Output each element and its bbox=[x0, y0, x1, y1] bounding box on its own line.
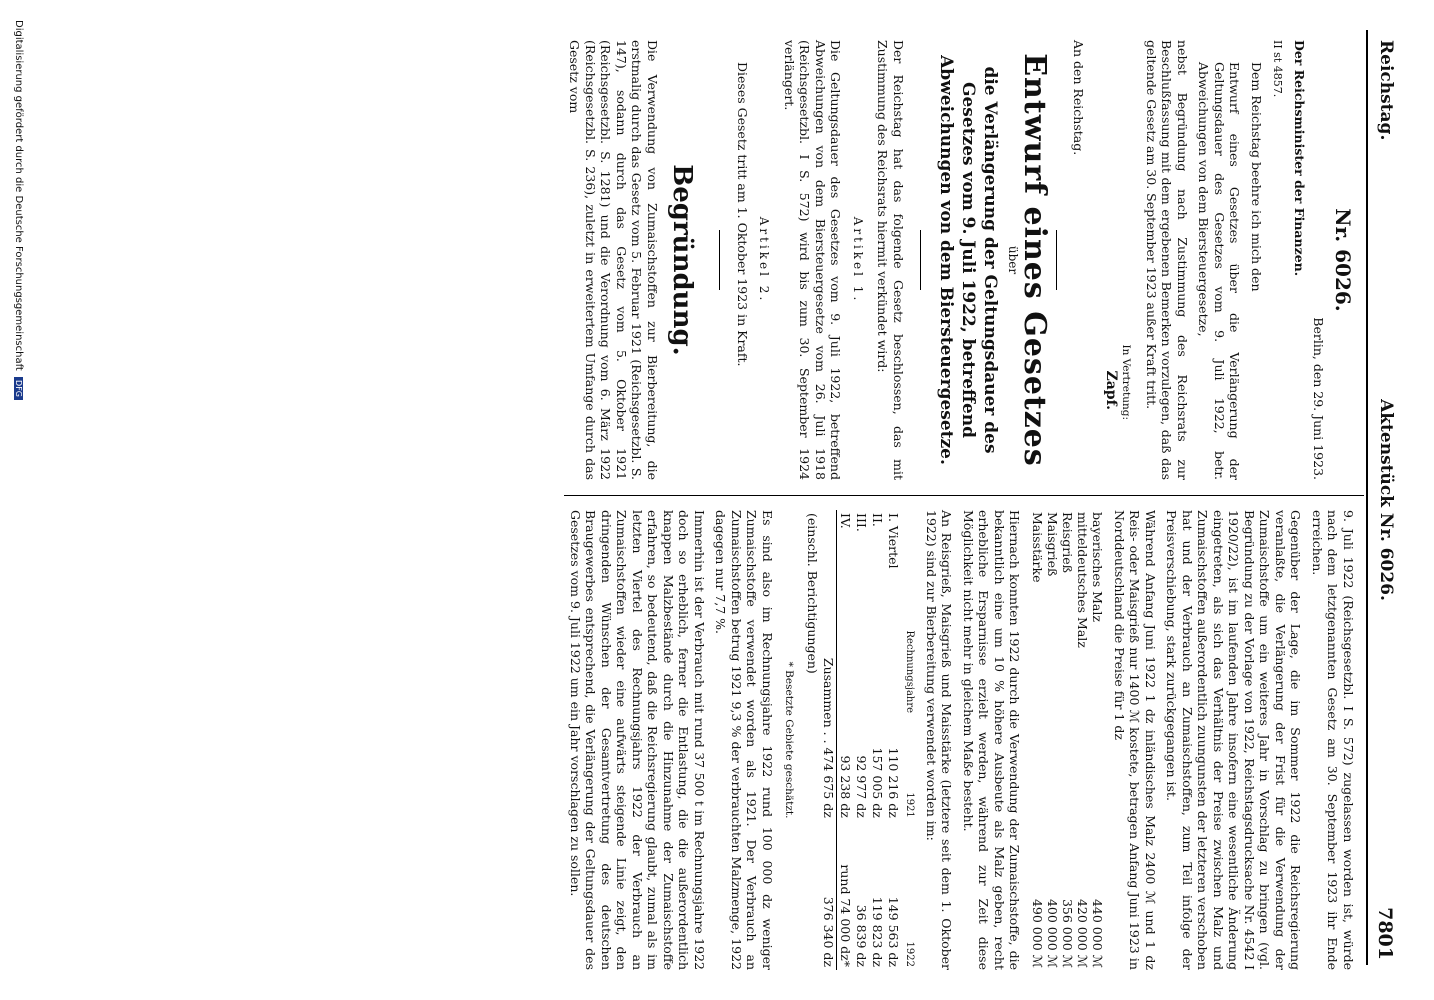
table-note-row bbox=[805, 510, 821, 970]
document-number: Nr. 6026. bbox=[1331, 208, 1355, 312]
price-label: bayerisches Malz bbox=[1090, 512, 1106, 622]
letter-date: Berlin, den 29. Juni 1923. bbox=[1311, 317, 1327, 480]
reference-number: II st 4857. bbox=[1271, 40, 1285, 98]
table-row bbox=[1046, 510, 1061, 970]
begruendung-text: Die Verwendung von Zumaischstoffen zur Bierbereitung, die erstmalig durch das Gesetz vom 5. Februar 1921 (Reichsgesetzbl. S. 147), sodann durch das Gesetz vom 5. Oktober 1921 (Reichsgesetzbl. S. 1281) und die Verordnung vom 6. März 1922 (Reichsgesetzbl. S. 236), zuletzt in erweitertem Umfange durch das Gesetz vom bbox=[567, 40, 660, 480]
price-label: Maisgrieß bbox=[1045, 512, 1061, 577]
table-row bbox=[837, 510, 854, 970]
table-row bbox=[870, 510, 886, 970]
paragraph: An Reisgrieß, Maisgrieß und Maisstärke (letztere seit dem 1. Oktober 1922) sind zur Bierbereitung verwendet worden im: bbox=[924, 510, 955, 970]
quarter-label: III. bbox=[854, 513, 870, 532]
price-value: 400 000 ℳ bbox=[1045, 898, 1061, 968]
quarter-label: IV. bbox=[838, 513, 854, 529]
dfg-logo-icon: DFG bbox=[14, 377, 23, 400]
price-label: Reisgrieß bbox=[1060, 512, 1076, 573]
table-footnote: * Besetzte Gebiete geschätzt. bbox=[783, 661, 796, 819]
table-row bbox=[1031, 510, 1046, 970]
table-caption: Rechnungsjahre bbox=[904, 630, 916, 714]
value-1922: 149 563 dz bbox=[886, 896, 902, 967]
sum-label: Zusammen . . 474 675 dz bbox=[821, 510, 838, 821]
sender: Der Reichsminister der Finanzen. bbox=[1292, 40, 1307, 277]
price-table bbox=[1031, 510, 1106, 970]
quarter-label: II. bbox=[870, 513, 886, 527]
price-label: Maisstärke bbox=[1030, 512, 1046, 583]
divider bbox=[720, 230, 721, 290]
price-value: 356 000 ℳ bbox=[1060, 898, 1076, 968]
divider bbox=[920, 230, 921, 290]
column-header-1921: 1921 bbox=[904, 792, 916, 818]
draft-ueber: über bbox=[1006, 245, 1021, 275]
table-row bbox=[1076, 510, 1091, 970]
value-1921: 110 216 dz bbox=[886, 747, 902, 818]
price-value: 420 000 ℳ bbox=[1075, 898, 1091, 968]
header-center: Aktenstück Nr. 6026. bbox=[1376, 399, 1396, 601]
consumption-table bbox=[805, 510, 918, 970]
price-value: 490 000 ℳ bbox=[1030, 898, 1046, 968]
letter-entwurf: Entwurf eines Gesetzes über die Verlängerung der Geltungsdauer des Gesetzes vom 9. Juli 1922, betr. Abweichungen von dem Biersteuergesetze, bbox=[1196, 62, 1243, 480]
value-1922: rund 74 000 dz* bbox=[838, 864, 854, 967]
salutation: Dem Reichstag beehre ich mich den bbox=[1249, 62, 1264, 292]
in-vertretung: In Vertretung: bbox=[1120, 344, 1133, 420]
price-label: mitteldeutsches Malz bbox=[1075, 512, 1091, 648]
price-value: 440 000 ℳ bbox=[1090, 898, 1106, 968]
left-column bbox=[561, 40, 1356, 480]
page-number: 7801 bbox=[1374, 907, 1396, 960]
paragraph: 9. Juli 1922 (Reichsgesetzbl. I S. 572) zugelassen worden ist, würde nach dem letztgenannten Gesetz am 30. September 1923 ihr Ende erreichen. bbox=[1310, 510, 1356, 970]
table-header-row bbox=[902, 510, 918, 970]
running-header bbox=[1366, 40, 1396, 960]
value-1922: 36 839 dz bbox=[854, 904, 870, 967]
signature: Zapf. bbox=[1103, 370, 1119, 410]
paragraph: Hiernach konnten 1922 durch die Verwendung der Zumaischstoffe, die bekanntlich eine um 10 % höhere Ausbeute als Malz geben, recht erhebliche Ersparnisse erzielt werden, während zur Zeit diese Möglichkeit nicht mehr in gleichem Maße besteht. bbox=[961, 510, 1023, 970]
digitization-note bbox=[13, 20, 24, 400]
addressee: An den Reichstag. bbox=[1071, 40, 1087, 156]
paragraph: Immerhin ist der Verbrauch mit rund 37 500 t im Rechnungsjahre 1922 doch so erheblich, ferner die Entlastung, die die außerordentlich knappen Malzbestände durch die Hinzunahme der Zumaischstoffe erfahren, so bedeutend, daß die Reichsregierung glaubt, zumal als im letzten Viertel des Rechnungsjahrs 1922 der Verbrauch an Zumaischstoffen wieder eine aufwärts steigende Linie zeigt, den dringenden Wünschen der Gesamtvertretung des deutschen Braugewerbes entsprechend, die Verlängerung der Geltungsdauer des Gesetzes vom 9. Juli 1922 um ein Jahr vorschlagen zu sollen. bbox=[568, 510, 707, 970]
table-sum-row bbox=[821, 510, 838, 970]
sum-1922: 376 340 dz bbox=[821, 821, 838, 970]
table-row bbox=[1061, 510, 1076, 970]
column-header-1922: 1922 bbox=[904, 941, 916, 967]
draft-subtitle: die Verlängerung der Geltungsdauer des Gesetzes vom 9. Juli 1922, betreffend Abweichungen von dem Biersteuergesetze. bbox=[936, 55, 1000, 465]
sum-note: (einschl. Berichtigungen) bbox=[805, 513, 821, 674]
divider bbox=[1056, 230, 1057, 290]
right-column bbox=[562, 510, 1357, 970]
header-rule bbox=[1366, 30, 1368, 965]
article-2-heading: Artikel 2. bbox=[757, 216, 772, 304]
quarter-label: I. Viertel bbox=[886, 513, 902, 569]
draft-title: Entwurf eines Gesetzes bbox=[1017, 53, 1052, 467]
paragraph: Während Anfang Juni 1922 1 dz inländisches Malz 2400 ℳ und 1 dz Reis- oder Maisgrieß nur 1400 ℳ kostete, betragen Anfang Juni 1923 in Norddeutschland die Preise für 1 dz bbox=[1112, 510, 1158, 970]
value-1921: 93 238 dz bbox=[838, 755, 854, 818]
table-row bbox=[854, 510, 870, 970]
value-1921: 157 005 dz bbox=[870, 747, 886, 818]
table-row bbox=[886, 510, 902, 970]
letter-body: nebst Begründung nach Zustimmung des Reichsrats zur Beschlußfassung mit dem ergebenen Bemerken vorzulegen, daß das geltende Gesetz am 30. September 1923 außer Kraft tritt. bbox=[1144, 40, 1190, 480]
enacting-clause: Der Reichstag hat das folgende Gesetz beschlossen, das mit Zustimmung des Reichsrats hiermit verkündet wird: bbox=[875, 40, 906, 480]
value-1922: 119 823 dz bbox=[870, 896, 886, 967]
column-separator bbox=[564, 495, 1364, 496]
paragraph: Es sind also im Rechnungsjahre 1922 rund 100 000 dz weniger Zumaischstoffe verwendet worden als 1921. Der Verbrauch an Zumaischstoffen betrug 1921 9,3 % der verbrauchten Malzmenge, 1922 dagegen nur 7,7 %. bbox=[713, 510, 775, 970]
value-1921: 92 977 dz bbox=[854, 755, 870, 818]
header-left: Reichstag. bbox=[1376, 40, 1396, 141]
article-2-text: Dieses Gesetz tritt am 1. Oktober 1923 in Kraft. bbox=[735, 62, 750, 367]
table-row bbox=[1091, 510, 1106, 970]
article-1-heading: Artikel 1. bbox=[851, 216, 865, 304]
begruendung-heading: Begründung. bbox=[667, 164, 698, 356]
article-1-text: Die Geltungsdauer des Gesetzes vom 9. Juli 1922, betreffend Abweichungen von dem Biersteuergesetze vom 26. Juli 1918 (Reichsgesetzbl. I S. 572) wird bis zum 30. September 1924 verlängert. bbox=[782, 40, 844, 480]
digitization-text: Digitalisierung gefördert durch die Deutsche Forschungsgemeinschaft bbox=[13, 20, 24, 371]
paragraph: Gegenüber der Lage, die im Sommer 1922 die Reichsregierung veranlaßte, die Verlängerung der Frist für die Verwendung der Zumaischstoffe um ein weiteres Jahr in Vorschlag zu bringen (vgl. Begründung zu der Vorlage von 1922, Reichstagsdrucksache Nr. 4542 I 1920/22), ist im laufenden Jahre insofern eine wesentliche Änderung eingetreten, als sich das Verhältnis der Preise zwischen Malz und Zumaischstoffen außerordentlich zuungunsten der letzteren verschoben hat und der Verbrauch an Zumaischstoffen, zum Teil infolge der Preisverschiebung, stark zurückgegangen ist. bbox=[1164, 510, 1304, 970]
